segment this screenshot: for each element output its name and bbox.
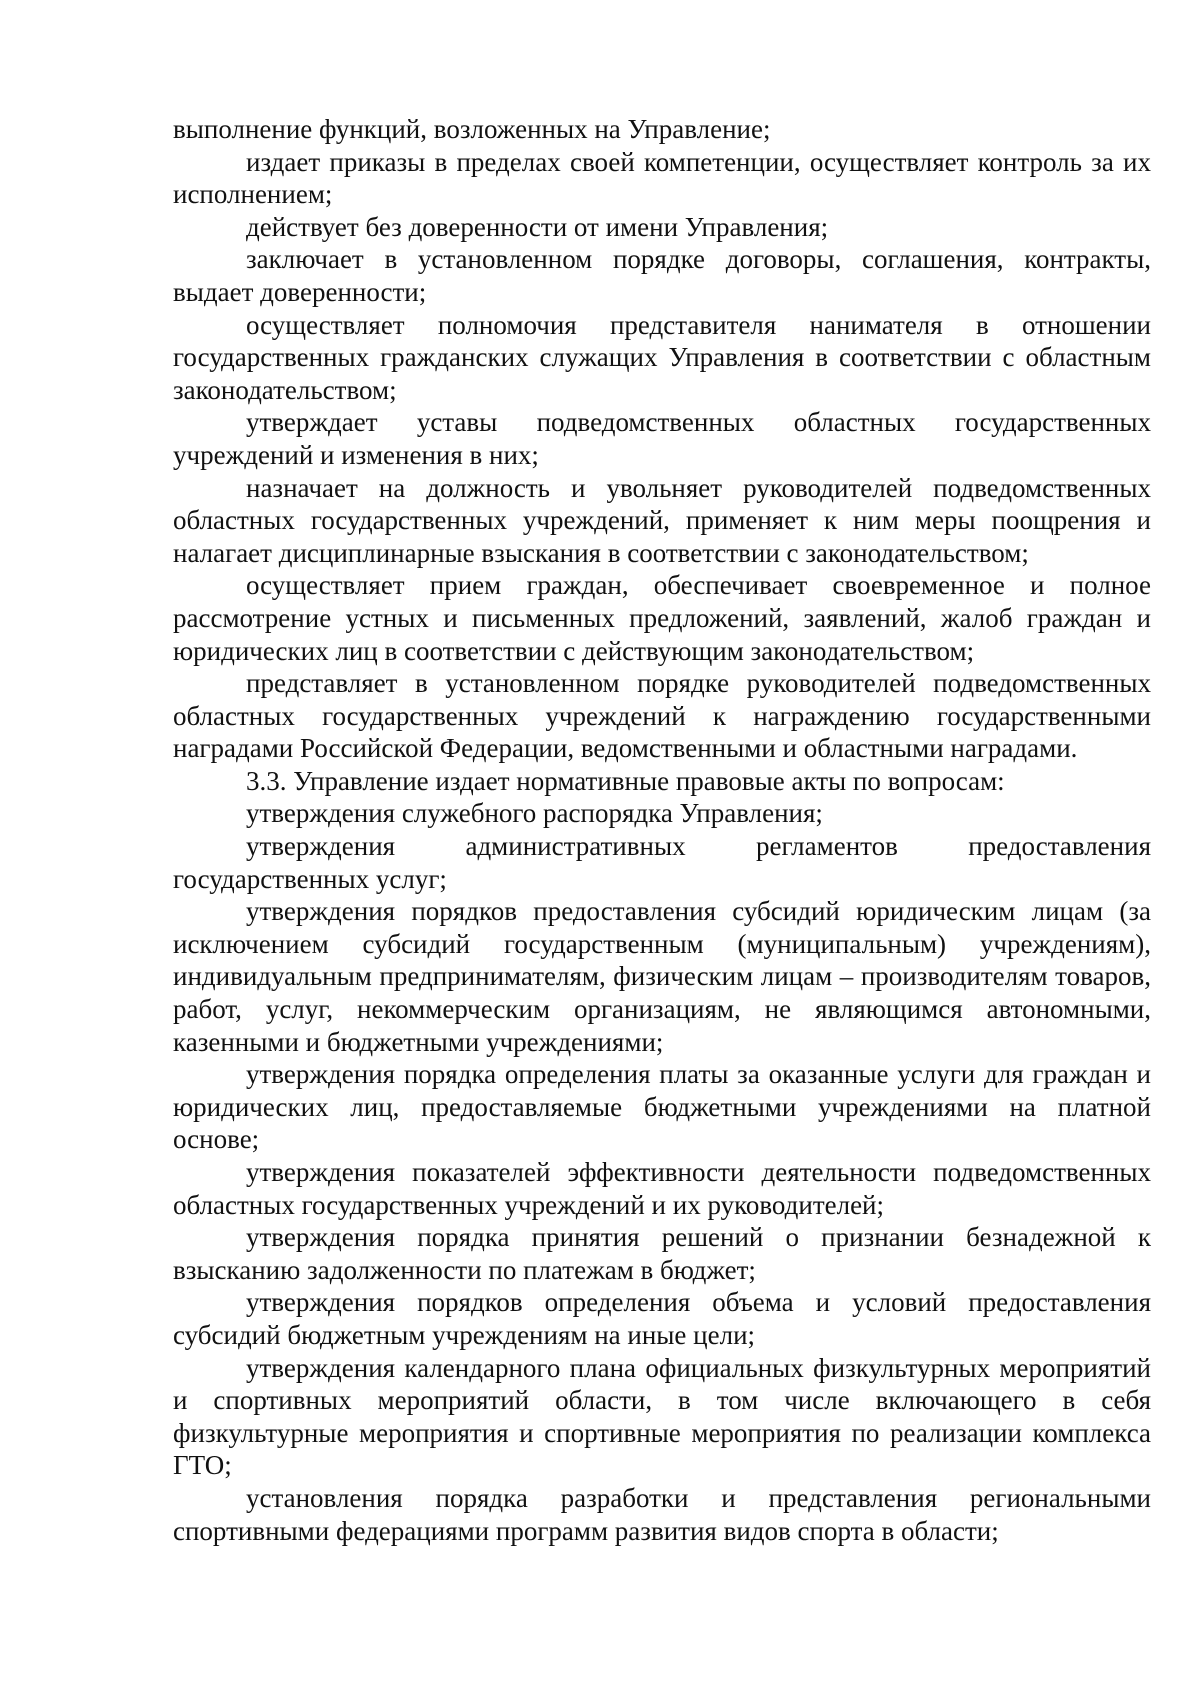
paragraph: установления порядка разработки и представления региональными спортивными федерациями программ развития видов спорта в области;: [173, 1482, 1151, 1546]
paragraph: назначает на должность и увольняет руководителей подведомственных областных государственных учреждений, применяет к ним меры поощрения и налагает дисциплинарные взыскания в соответствии с законодательством;: [173, 472, 1151, 568]
paragraph: осуществляет прием граждан, обеспечивает своевременное и полное рассмотрение устных и письменных предложений, заявлений, жалоб граждан и юридических лиц в соответствии с действующим законодательством;: [173, 570, 1151, 666]
paragraph: представляет в установленном порядке руководителей подведомственных областных государственных учреждений к награждению государственными наградами Российской Федерации, ведомственными и областными наградами.: [173, 668, 1151, 764]
paragraph: утверждения порядков предоставления субсидий юридическим лицам (за исключением субсидий государственным (муниципальным) учреждениям), индивидуальным предпринимателям, физическим лицам – производителям товаров, работ, услуг, некоммерческим организациям, не являющимся автономными, казенными и бюджетными учреждениями;: [173, 896, 1151, 1057]
paragraph: действует без доверенности от имени Управления;: [246, 211, 829, 242]
paragraph: осуществляет полномочия представителя нанимателя в отношении государственных гражданских служащих Управления в соответствии с областным законодательством;: [173, 309, 1151, 405]
paragraph: утверждения административных регламентов предоставления государственных услуг;: [173, 831, 1151, 894]
section-heading-paragraph: 3.3. Управление издает нормативные правовые акты по вопросам:: [246, 765, 1005, 796]
paragraph: выполнение функций, возложенных на Управление;: [173, 114, 771, 144]
paragraph: заключает в установленном порядке договоры, соглашения, контракты, выдает доверенности;: [173, 244, 1151, 307]
paragraph: утверждения порядка определения платы за оказанные услуги для граждан и юридических лиц, предоставляемые бюджетными учреждениями на платной основе;: [173, 1059, 1151, 1155]
paragraph: утверждения служебного распорядка Управления;: [246, 798, 823, 829]
paragraph: утверждения показателей эффективности деятельности подведомственных областных государственных учреждений и их руководителей;: [173, 1157, 1151, 1220]
paragraph: утверждения порядка принятия решений о признании безнадежной к взысканию задолженности по платежам в бюджет;: [173, 1222, 1151, 1285]
paragraph: издает приказы в пределах своей компетенции, осуществляет контроль за их исполнением;: [173, 146, 1151, 210]
paragraph: утверждения порядков определения объема и условий предоставления субсидий бюджетным учреждениям на иные цели;: [173, 1287, 1151, 1350]
paragraph: утверждения календарного плана официальных физкультурных мероприятий и спортивных мероприятий области, в том числе включающего в себя физкультурные мероприятия и спортивные мероприятия по реализации комплекса ГТО;: [173, 1352, 1151, 1481]
paragraph: утверждает уставы подведомственных областных государственных учреждений и изменения в них;: [173, 407, 1151, 470]
document-page: [173, 113, 1151, 1547]
